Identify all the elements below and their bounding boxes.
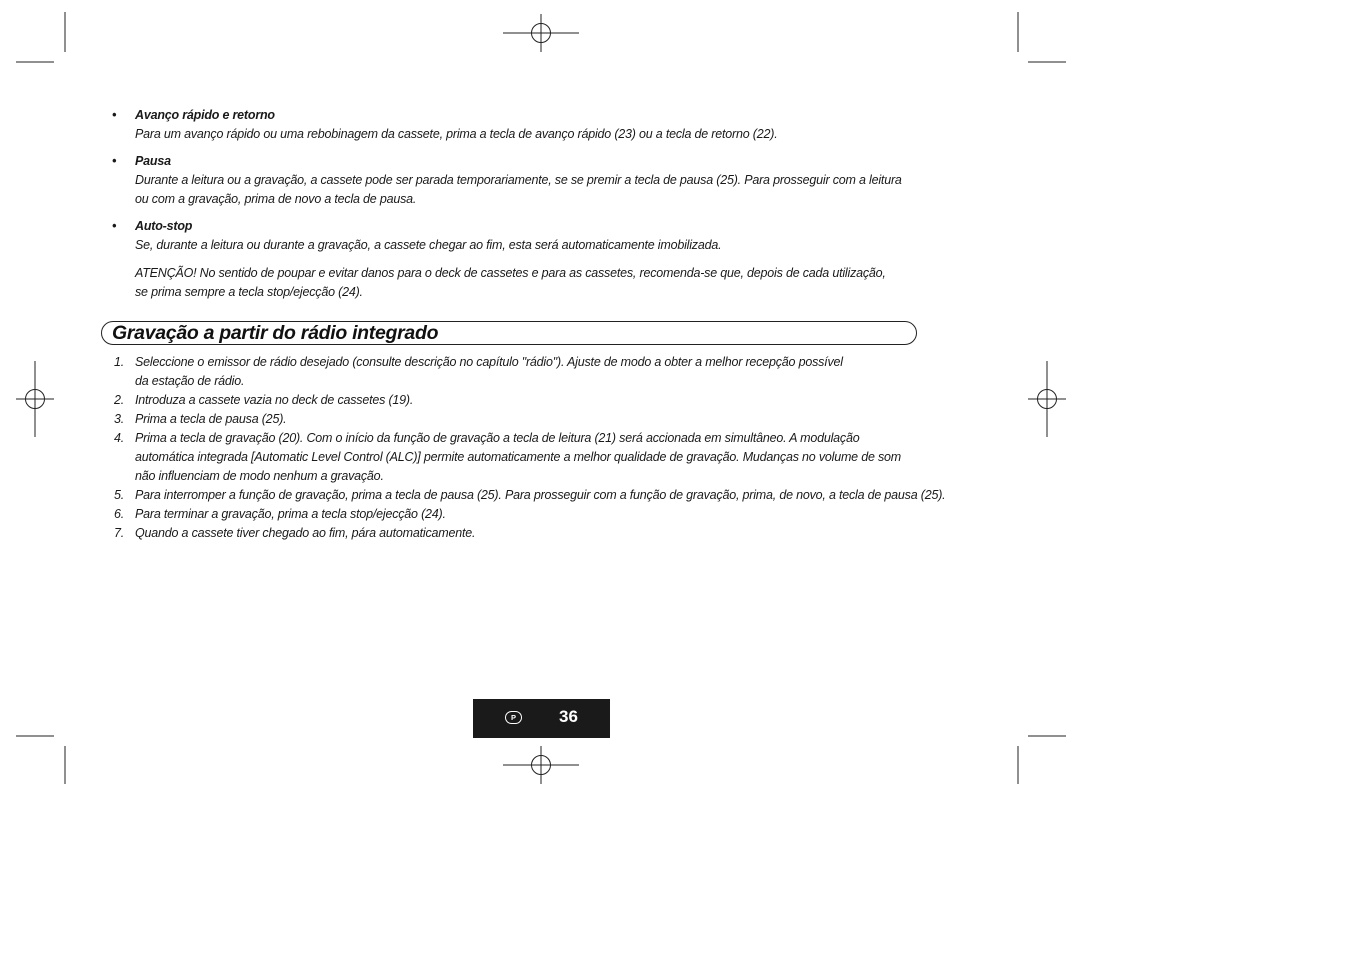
step-number: 6. [113,507,124,521]
bullet-symbol: • [112,108,117,122]
step-line: Quando a cassete tiver chegado ao fim, pára automaticamente. [135,526,476,540]
step-line: da estação de rádio. [135,374,245,388]
bullet-text-line: Durante a leitura ou a gravação, a cassete pode ser parada temporariamente, se se premir a tecla de pausa (25). Para prosseguir com a leitura [135,173,902,187]
step-line: Seleccione o emissor de rádio desejado (consulte descrição no capítulo "rádio"). Ajuste de modo a obter a melhor recepção possível [135,355,843,369]
bullet-heading: Auto-stop [135,219,193,233]
step-line: Para terminar a gravação, prima a tecla stop/ejecção (24). [135,507,446,521]
list-item [104,391,984,410]
step-line: Introduza a cassete vazia no deck de cassetes (19). [135,393,414,407]
bullet-symbol: • [112,154,117,168]
attention-note [112,264,982,302]
step-number: 4. [113,431,124,445]
list-item [104,410,984,429]
bullet-text-line: ou com a gravação, prima de novo a tecla de pausa. [135,192,417,206]
step-number: 3. [113,412,124,426]
list-item [104,353,984,391]
bullet-heading: Avanço rápido e retorno [135,108,275,122]
bullet-text-line: Para um avanço rápido ou uma rebobinagem da cassete, prima a tecla de avanço rápido (23) ou a tecla de retorno (22). [135,127,778,141]
step-line: não influenciam de modo nenhum a gravação. [135,469,384,483]
list-item [104,524,984,543]
page-footer-box [473,699,610,738]
list-item [104,429,984,486]
step-line: Prima a tecla de pausa (25). [135,412,287,426]
bullet-auto-stop [112,217,982,255]
bullet-pause [112,152,982,209]
section-title: Gravação a partir do rádio integrado [112,322,439,344]
bullet-heading: Pausa [135,154,171,168]
bullet-fast-forward [112,106,982,144]
list-item [104,505,984,524]
bullet-symbol: • [112,219,117,233]
list-item [104,486,984,505]
step-number: 1. [113,355,124,369]
step-line: Prima a tecla de gravação (20). Com o início da função de gravação a tecla de leitura (21) será accionada em simultâneo. A modulação [135,431,860,445]
attention-line: ATENÇÃO! No sentido de poupar e evitar danos para o deck de cassetes e para as cassetes, recomenda-se que, depois de cada utilização, [135,266,886,280]
step-line: Para interromper a função de gravação, prima a tecla de pausa (25). Para prosseguir com a função de gravação, prima, de novo, a tecla de pausa (25). [135,488,946,502]
step-number: 7. [113,526,124,540]
step-number: 2. [113,393,124,407]
steps-list [104,353,984,543]
step-line: automática integrada [Automatic Level Control (ALC)] permite automaticamente a melhor qualidade de gravação. Mudanças no volume de som [135,450,901,464]
bullet-text-line: Se, durante a leitura ou durante a gravação, a cassete chegar ao fim, esta será automaticamente imobilizada. [135,238,722,252]
page-number: 36 [559,707,578,726]
attention-line: se prima sempre a tecla stop/ejecção (24). [135,285,363,299]
step-number: 5. [113,488,124,502]
language-badge: P [505,711,522,724]
